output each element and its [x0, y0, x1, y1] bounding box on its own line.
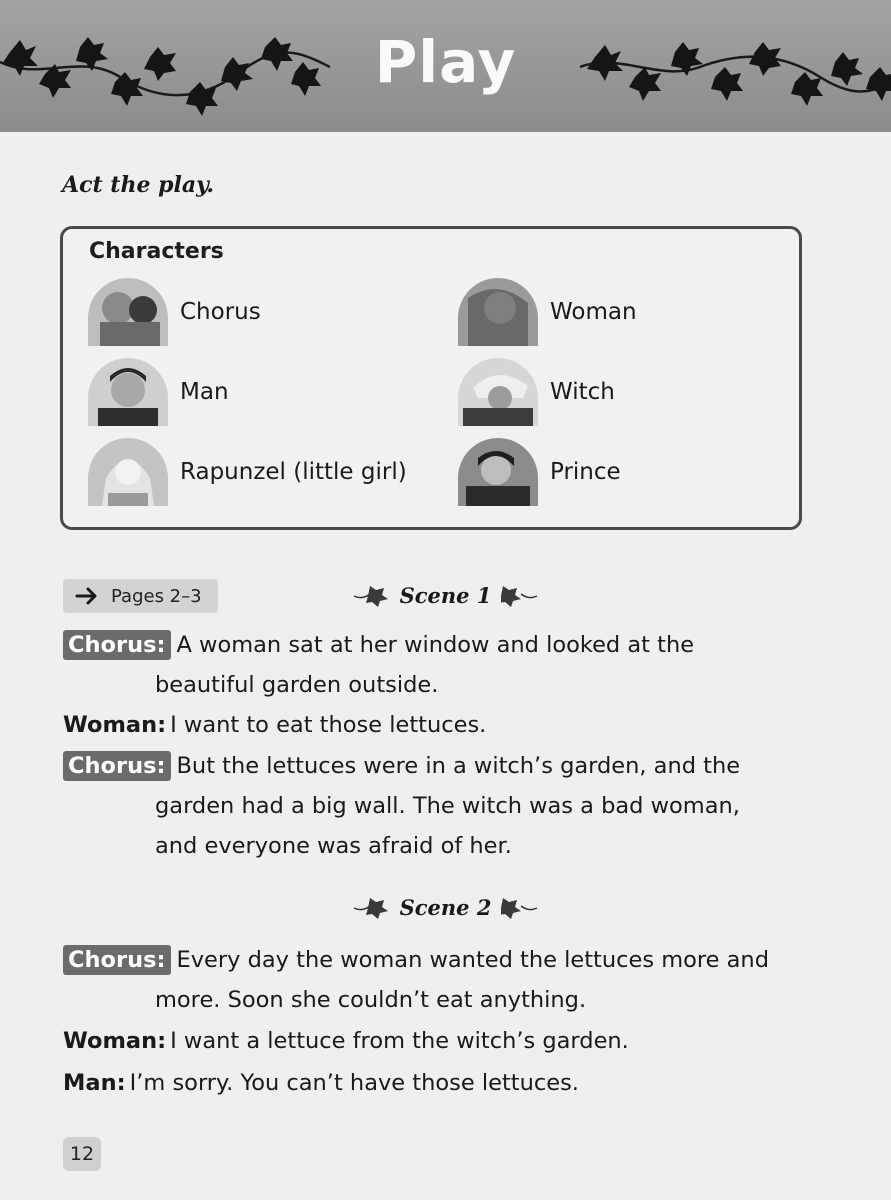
page-title: Play — [374, 28, 517, 96]
character-name: Rapunzel (little girl) — [180, 459, 407, 485]
scene-title: Scene 1 — [399, 582, 492, 608]
speaker-label: Woman: — [63, 712, 167, 738]
line-continuation: beautiful garden outside. — [155, 672, 439, 698]
characters-title: Characters — [89, 239, 224, 264]
dialogue-line — [63, 1063, 853, 1103]
character-name: Witch — [550, 379, 615, 405]
scene-1-heading — [0, 582, 891, 613]
page-header — [0, 0, 891, 132]
line-text: I want to eat those lettuces. — [170, 712, 487, 738]
character-name: Woman — [550, 299, 637, 325]
dialogue-line — [63, 705, 853, 745]
woman-portrait-icon — [458, 278, 538, 346]
pages-label: Pages 2–3 — [111, 585, 202, 607]
rapunzel-portrait-icon — [88, 438, 168, 506]
characters-box — [60, 226, 802, 530]
leaf-ornament-icon — [352, 894, 390, 920]
leaf-ornament-icon — [501, 582, 539, 608]
dialogue-line — [63, 940, 853, 980]
line-text: I want a lettuce from the witch’s garden. — [170, 1028, 629, 1054]
chorus-portrait-icon — [88, 278, 168, 346]
leaf-ornament-icon — [352, 582, 390, 608]
character-prince — [458, 437, 621, 507]
dialogue-line — [63, 746, 853, 786]
line-continuation: more. Soon she couldn’t eat anything. — [155, 987, 587, 1013]
page-number: 12 — [63, 1137, 101, 1171]
character-name: Chorus — [180, 299, 261, 325]
witch-portrait-icon — [458, 358, 538, 426]
character-name: Man — [180, 379, 229, 405]
prince-portrait-icon — [458, 438, 538, 506]
speaker-label: Chorus: — [63, 751, 171, 781]
character-woman — [458, 277, 637, 347]
dialogue-line — [63, 1021, 853, 1061]
line-text: I’m sorry. You can’t have those lettuces. — [129, 1070, 579, 1096]
character-man — [88, 357, 229, 427]
line-text: But the lettuces were in a witch’s garden, and the — [176, 753, 741, 779]
line-continuation: and everyone was afraid of her. — [155, 833, 512, 859]
scene-title: Scene 2 — [399, 894, 492, 920]
leaf-ornament-icon — [501, 894, 539, 920]
character-witch — [458, 357, 615, 427]
line-text: Every day the woman wanted the lettuces more and — [176, 947, 769, 973]
instruction-heading: Act the play. — [62, 172, 215, 198]
ivy-vine-icon — [580, 22, 891, 122]
dialogue-line — [63, 625, 853, 665]
speaker-label: Chorus: — [63, 630, 171, 660]
character-chorus — [88, 277, 261, 347]
scene-2-heading — [0, 894, 891, 925]
character-rapunzel — [88, 437, 407, 507]
speaker-label: Man: — [63, 1070, 126, 1096]
character-name: Prince — [550, 459, 621, 485]
line-text: A woman sat at her window and looked at the — [176, 632, 695, 658]
line-continuation: garden had a big wall. The witch was a bad woman, — [155, 793, 740, 819]
speaker-label: Chorus: — [63, 945, 171, 975]
speaker-label: Woman: — [63, 1028, 167, 1054]
man-portrait-icon — [88, 358, 168, 426]
